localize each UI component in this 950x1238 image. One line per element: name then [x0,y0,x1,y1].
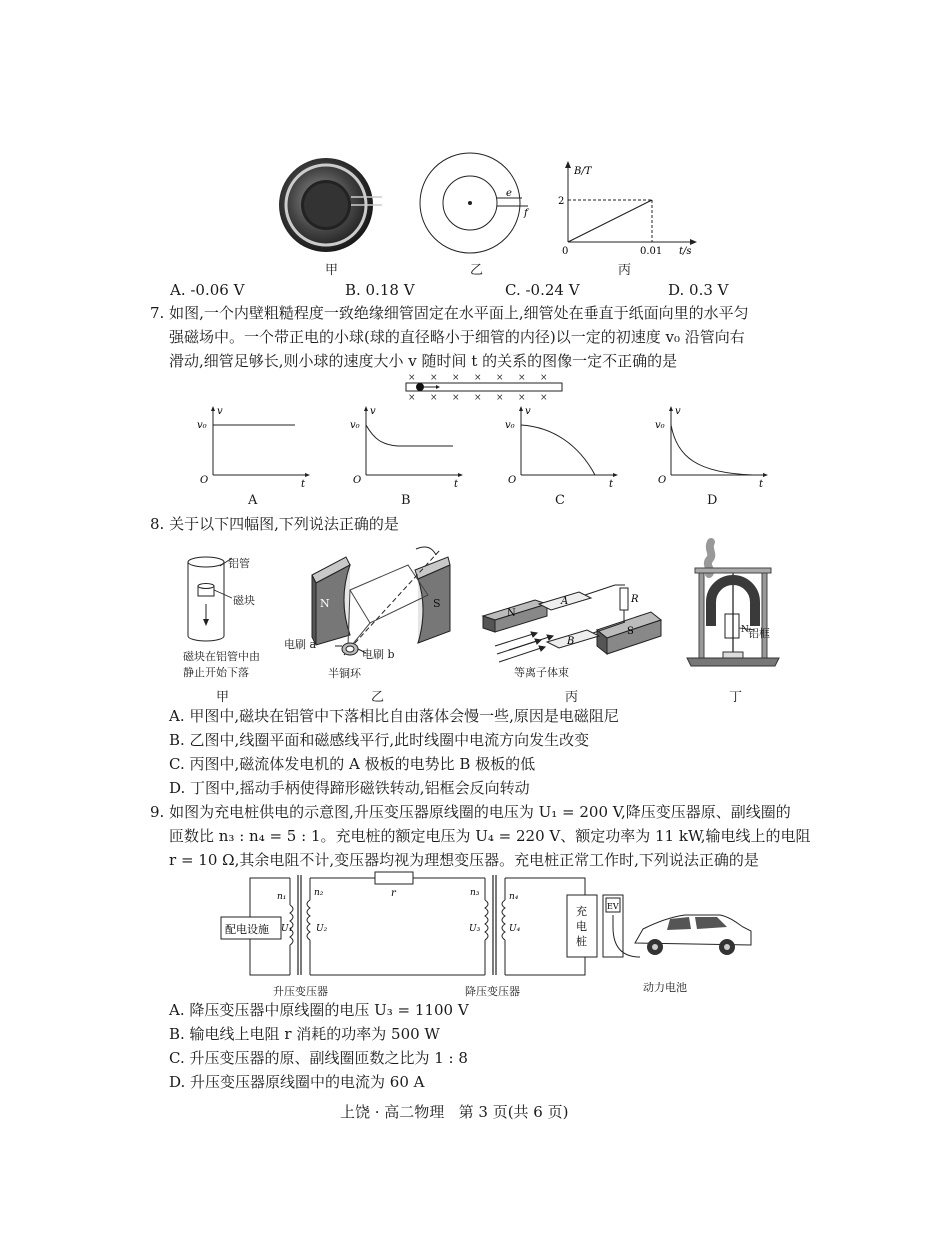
q7-graph-label-c: C [555,493,565,508]
svg-text:n₂: n₂ [314,888,324,898]
svg-text:t: t [454,479,459,490]
svg-text:×: × [408,373,416,383]
svg-text:电: 电 [576,920,587,933]
svg-text:v: v [217,406,223,417]
q9-battery-label: 动力电池 [643,981,687,994]
q8-fig2-ring-label: 半铜环 [328,667,361,680]
svg-text:n₁: n₁ [277,892,287,902]
svg-text:×: × [518,373,526,383]
svg-text:n₃: n₃ [470,888,480,898]
bt-xlabel: t/s [679,246,692,257]
bt-ylabel: B/T [574,166,592,177]
q6-fig-label-3: 丙 [618,263,632,278]
q6-fig-label-1: 甲 [325,263,339,278]
q8-fig1-note-2: 静止开始下落 [183,666,249,679]
svg-text:v: v [370,406,376,417]
svg-text:N: N [741,625,749,635]
svg-text:N: N [320,597,330,610]
q6-option-c: C. -0.24 V [505,281,580,299]
svg-text:R: R [631,594,639,605]
svg-text:×: × [496,373,504,383]
bt-xtick: 0.01 [640,246,663,257]
q8-stem: 8. 关于以下四幅图,下列说法正确的是 [150,515,399,533]
q7-graph-a [195,405,315,490]
q6-figure-coil-photo [276,155,386,255]
svg-text:×: × [540,373,548,383]
svg-text:v₀: v₀ [655,420,665,431]
q8-figure-mhd-generator [475,580,670,670]
svg-text:EV: EV [607,902,619,911]
bt-origin: 0 [562,246,569,257]
svg-text:×: × [474,373,482,383]
svg-text:×: × [452,373,460,383]
q8-option-b: B. 乙图中,线圈平面和磁感线平行,此时线圈中电流方向发生改变 [169,731,590,749]
q8-fig-label-2: 乙 [371,690,385,705]
q8-fig1-tube-label: 铝管 [228,557,250,570]
svg-text:t: t [301,479,306,490]
ring-label-e: e [506,188,512,199]
q9-circuit-diagram [215,865,785,1000]
svg-text:桩: 桩 [576,935,587,948]
q9-stem-line-3: r = 10 Ω,其余电阻不计,变压器均视为理想变压器。充电桩正常工作时,下列说法正确的是 [169,851,759,869]
q9-option-a: A. 降压变压器中原线圈的电压 U₃ = 1100 V [169,1001,469,1019]
q6-option-b: B. 0.18 V [345,281,415,299]
q7-graph-d [653,405,773,490]
svg-text:A: A [561,596,569,607]
svg-text:×: × [430,373,438,383]
q7-graph-label-a: A [248,493,258,508]
svg-text:配电设施: 配电设施 [225,923,269,936]
svg-text:B: B [567,636,575,647]
q9-option-d: D. 升压变压器原线圈中的电流为 60 A [169,1073,425,1091]
svg-text:t: t [609,479,614,490]
q7-graph-label-b: B [401,493,411,508]
q8-fig-label-4: 丁 [729,690,743,705]
q6-option-d: D. 0.3 V [668,281,729,299]
q8-fig-label-1: 甲 [216,690,230,705]
q8-fig-label-3: 丙 [565,690,579,705]
q9-step-up-label: 升压变压器 [273,985,328,998]
q8-fig4-frame-label: 铝框 [748,627,770,640]
svg-text:×: × [408,393,416,403]
q9-stem-line-2: 匝数比 n₃ : n₄ = 5 : 1。充电桩的额定电压为 U₄ = 220 V、额定功率为 11 kW,输电线上的电阻 [169,827,811,845]
svg-text:U₄: U₄ [509,924,521,934]
q9-step-down-label: 降压变压器 [465,985,520,998]
q8-fig2-brush-a: 电刷 a [284,638,317,651]
svg-text:×: × [430,393,438,403]
svg-text:S: S [627,626,634,637]
svg-text:U₂: U₂ [316,924,328,934]
svg-text:O: O [508,475,517,486]
svg-text:t: t [759,479,764,490]
q7-stem-line-1: 7. 如图,一个内壁粗糙程度一致绝缘细管固定在水平面上,细管处在垂直于纸面向里的水平匀 [150,304,749,322]
q7-tube-diagram [400,372,570,402]
q8-option-c: C. 丙图中,磁流体发电机的 A 极板的电势比 B 极板的低 [169,755,536,773]
q7-stem-line-3: 滑动,细管足够长,则小球的速度大小 v 随时间 t 的关系的图像一定不正确的是 [169,352,678,370]
q9-option-b: B. 输电线上电阻 r 消耗的功率为 500 W [169,1025,440,1043]
svg-text:v: v [675,406,681,417]
q6-figure-bt-graph [560,160,710,260]
svg-text:n₄: n₄ [509,892,519,902]
svg-text:U₃: U₃ [469,924,481,934]
svg-text:O: O [658,475,667,486]
q8-fig1-note-1: 磁块在铝管中由 [183,650,260,663]
q9-option-c: C. 升压变压器的原、副线圈匝数之比为 1 : 8 [169,1049,468,1067]
bt-ytick: 2 [558,196,565,207]
ring-label-f: f [524,208,528,219]
q7-stem-line-2: 强磁场中。一个带正电的小球(球的直径略小于细管的内径)以一定的初速度 v₀ 沿管向右 [169,328,745,346]
svg-text:v: v [525,406,531,417]
q6-option-a: A. -0.06 V [170,281,245,299]
svg-text:v₀: v₀ [505,420,515,431]
page-footer: 上饶 · 高二物理 第 3 页(共 6 页) [340,1103,569,1121]
q7-graph-c [503,405,623,490]
q6-fig-label-2: 乙 [470,263,484,278]
svg-text:U₁: U₁ [281,924,293,934]
svg-text:S: S [433,597,441,610]
q8-figure-horseshoe-magnet [683,540,783,670]
q9-stem-line-1: 9. 如图为充电桩供电的示意图,升压变压器原线圈的电压为 U₁ = 200 V,降压变压器原、副线圈的 [150,803,791,821]
svg-text:×: × [540,393,548,403]
svg-text:×: × [474,393,482,403]
svg-text:充: 充 [576,905,587,918]
q8-option-d: D. 丁图中,摇动手柄使得蹄形磁铁转动,铝框会反向转动 [169,779,530,797]
svg-text:O: O [200,475,209,486]
q8-fig3-beam-label: 等离子体束 [514,666,569,679]
svg-text:×: × [452,393,460,403]
q6-figure-ring [418,152,538,258]
svg-text:v₀: v₀ [350,420,360,431]
q8-fig1-magnet-label: 磁块 [233,594,255,607]
svg-text:×: × [518,393,526,403]
q8-option-a: A. 甲图中,磁块在铝管中下落相比自由落体会慢一些,原因是电磁阻尼 [169,707,619,725]
q8-fig2-brush-b: 电刷 b [362,648,395,661]
svg-text:×: × [496,393,504,403]
svg-text:r: r [391,888,396,899]
q7-graph-label-d: D [707,493,718,508]
svg-text:v₀: v₀ [197,420,207,431]
svg-text:O: O [353,475,362,486]
q7-graph-b [348,405,468,490]
svg-text:N: N [507,608,516,619]
